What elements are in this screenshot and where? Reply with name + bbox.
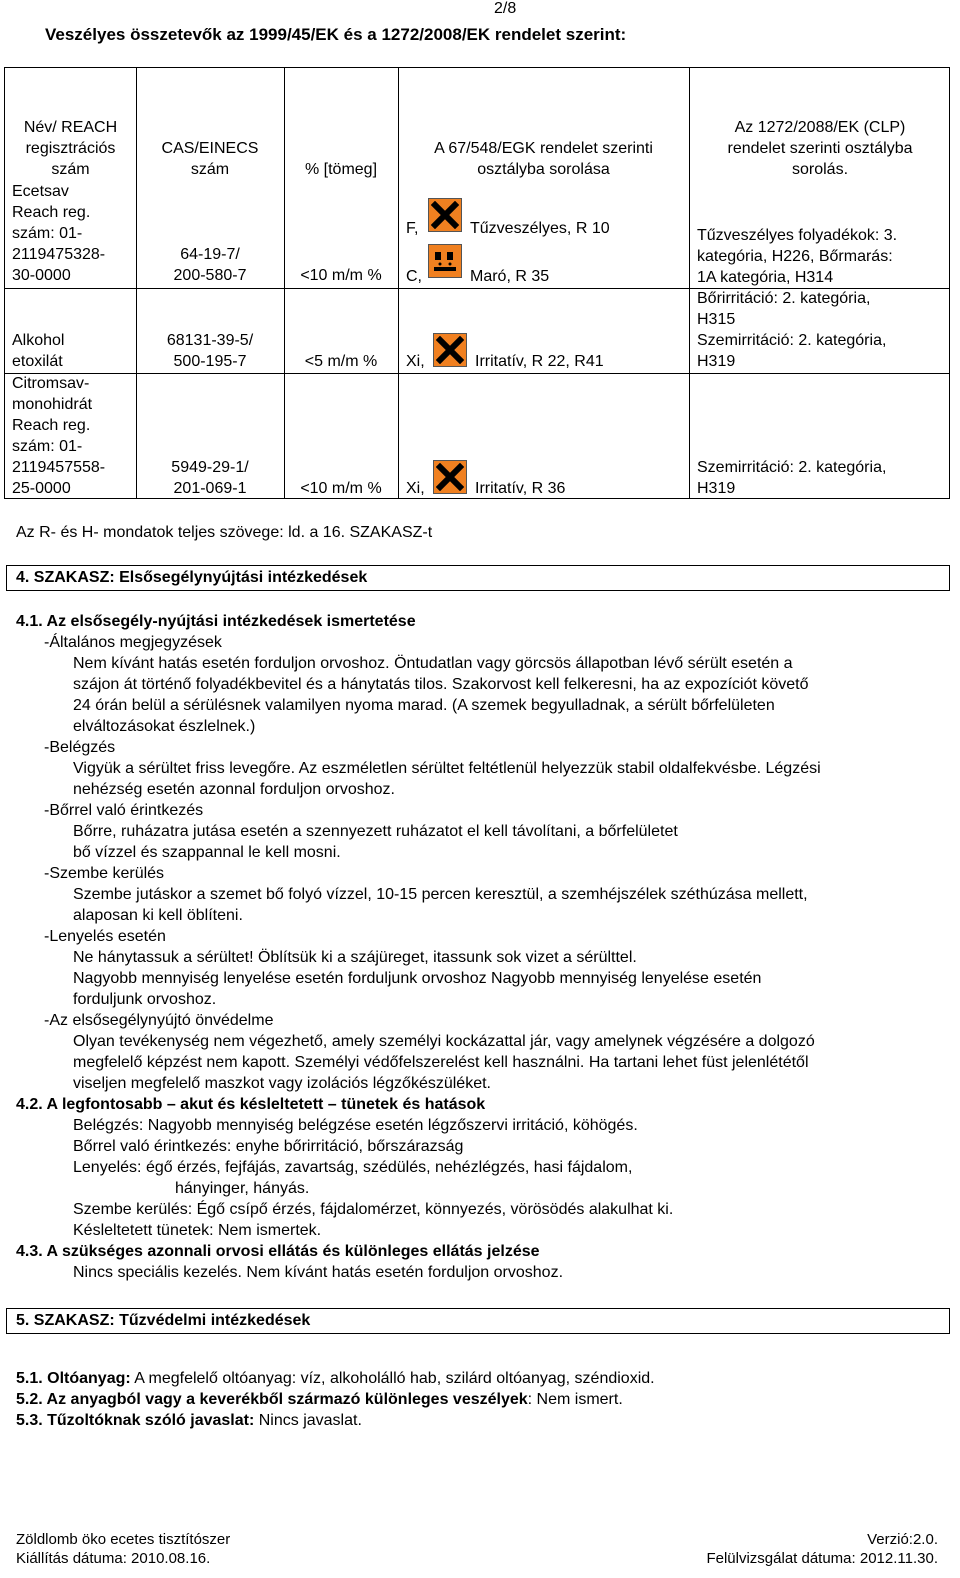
text-line: szájon át történő folyadékbevitel és a hánytatás tilos. Szakorvost kell felkeresni, ha az expozíciót követő xyxy=(73,676,809,693)
row-1-symbol-label-c: Maró, R 35 xyxy=(470,268,550,285)
row-1-cas: 64-19-7/ 200-580-7 xyxy=(173,246,247,284)
footer-issue-date: Kiállítás dátuma: 2010.08.16. xyxy=(16,1550,211,1567)
subsection-label: -Bőrrel való érintkezés xyxy=(44,802,204,819)
text-line: Késleltetett tünetek: Nem ismertek. xyxy=(73,1222,322,1239)
text-line: hányinger, hányás. xyxy=(175,1180,310,1197)
text-line: bő vízzel és szappannal le kell mosni. xyxy=(73,844,341,861)
subsection-label: -Általános megjegyzések xyxy=(44,634,222,651)
section-5-3: 5.3. Tűzoltóknak szóló javaslat: Nincs javaslat. xyxy=(16,1412,362,1429)
header-class-67-548: A 67/548/EGK rendelet szerinti osztályba sorolása xyxy=(434,140,653,178)
header-name: Név/ REACH regisztrációs szám xyxy=(23,119,118,178)
text-line: Ne hánytassuk a sérültet! Öblítsük ki a szájüreget, itassunk sok vizet a sérülttel. xyxy=(73,949,637,966)
text-line: Nincs speciális kezelés. Nem kívánt hatás esetén forduljon orvoshoz. xyxy=(73,1264,564,1281)
header-weight: % [tömeg] xyxy=(304,161,378,178)
section-4-1-title: 4.1. Az elsősegély-nyújtási intézkedések ismertetése xyxy=(16,613,416,630)
section-5-heading: 5. SZAKASZ: Tűzvédelmi intézkedések xyxy=(6,1308,950,1334)
row-3-weight: <10 m/m % xyxy=(300,480,382,497)
text-line: megfelelő képzést nem kapott. Személyi védőfelszerelést kell használni. Ha tartani lehet füst jelenlététől xyxy=(73,1054,809,1071)
text-line: Szembe jutáskor a szemet bő folyó vízzel, 10-15 percen keresztül, a szemhéjszélek széthúzása mellett, xyxy=(73,886,808,903)
irritant-x-icon xyxy=(433,333,467,367)
row-1-weight: <10 m/m % xyxy=(300,267,382,284)
text-line: alaposan ki kell öblíteni. xyxy=(73,907,243,924)
subsection-label: -Belégzés xyxy=(44,739,116,756)
subsection-label: -Lenyelés esetén xyxy=(44,928,166,945)
flammable-x-icon xyxy=(428,198,462,232)
text-line: forduljunk orvoshoz. xyxy=(73,991,217,1008)
header-clp: Az 1272/2088/EK (CLP) rendelet szerinti osztályba sorolás. xyxy=(727,119,913,178)
text-line: Olyan tevékenység nem végezhető, amely személyi kockázattal jár, vagy amelynek végzésére a dolgozó xyxy=(73,1033,815,1050)
ingredients-table xyxy=(4,67,950,499)
section-4-3-title: 4.3. A szükséges azonnali orvosi ellátás és különleges ellátás jelzése xyxy=(16,1243,540,1260)
row-1-clp: Tűzveszélyes folyadékok: 3. kategória, H226, Bőrmarás: 1A kategória, H314 xyxy=(697,227,898,286)
text-line: Nem kívánt hatás esetén forduljon orvoshoz. Öntudatlan vagy görcsös állapotban lévő sérült esetén a xyxy=(73,655,793,672)
row-3-cas: 5949-29-1/ 201-069-1 xyxy=(171,459,249,497)
text-line: 24 órán belül a sérülésnek valamilyen nyoma marad. (A szemek begyulladnak, a sérült bőrfelületen xyxy=(73,697,775,714)
page-number: 2/8 xyxy=(494,0,517,17)
row-1-name: Ecetsav Reach reg. szám: 01- 2119475328- 30-0000 xyxy=(12,183,106,284)
section-4-2-title: 4.2. A legfontosabb – akut és késleltetett – tünetek és hatások xyxy=(16,1096,486,1113)
subsection-label: -Az elsősegélynyújtó önvédelme xyxy=(44,1012,274,1029)
row-1-symbol-code-f: F, xyxy=(406,220,419,237)
row-2-name: Alkohol etoxilát xyxy=(12,332,65,370)
row-3-symbol-label: Irritatív, R 36 xyxy=(475,480,566,497)
text-line: Belégzés: Nagyobb mennyiség belégzése esetén légzőszervi irritáció, köhögés. xyxy=(73,1117,638,1134)
row-1-symbol-label-f: Tűzveszélyes, R 10 xyxy=(470,220,610,237)
row-3-clp: Szemirritáció: 2. kategória, H319 xyxy=(697,459,887,497)
irritant-x-icon xyxy=(433,460,467,494)
row-2-weight: <5 m/m % xyxy=(304,353,378,370)
row-2-clp: Bőrirritáció: 2. kategória, H315 Szemirritáció: 2. kategória, H319 xyxy=(697,290,887,370)
text-line: nehézség esetén azonnal forduljon orvoshoz. xyxy=(73,781,395,798)
rh-phrases-note: Az R- és H- mondatok teljes szövege: ld. a 16. SZAKASZ-t xyxy=(16,524,433,541)
row-3-name: Citromsav- monohidrát Reach reg. szám: 01- 2119457558- 25-0000 xyxy=(12,375,106,497)
footer-version: Verzió:2.0. xyxy=(867,1531,938,1548)
row-2-symbol-label: Irritatív, R 22, R41 xyxy=(475,353,604,370)
section-5-2: 5.2. Az anyagból vagy a keverékből származó különleges veszélyek: Nem ismert. xyxy=(16,1391,623,1408)
text-line: Bőrre, ruházatra jutása esetén a szennyezett ruházatot el kell távolítani, a bőrfelületet xyxy=(73,823,678,840)
text-line: Nagyobb mennyiség lenyelése esetén forduljunk orvoshoz Nagyobb mennyiség lenyelése esetén xyxy=(73,970,762,987)
row-3-symbol-code: Xi, xyxy=(406,480,425,497)
text-line: Szembe kerülés: Égő csípő érzés, fájdalomérzet, könnyezés, vörösödés alakulhat ki. xyxy=(73,1201,674,1218)
text-line: elváltozásokat észlelnek.) xyxy=(73,718,256,735)
text-line: Vigyük a sérültet friss levegőre. Az eszméletlen sérültet feltétlenül helyezzük stabil oldalfekvésbe. Légzési xyxy=(73,760,821,777)
footer-product: Zöldlomb öko ecetes tisztítószer xyxy=(16,1531,231,1548)
text-line: viseljen megfelelő maszkot vagy izolációs légzőkészüléket. xyxy=(73,1075,491,1092)
document-title: Veszélyes összetevők az 1999/45/EK és a 1272/2008/EK rendelet szerint: xyxy=(45,25,627,44)
header-cas: CAS/EINECS szám xyxy=(161,140,259,178)
footer-review-date: Felülvizsgálat dátuma: 2012.11.30. xyxy=(706,1550,938,1567)
row-2-symbol-code: Xi, xyxy=(406,353,425,370)
text-line: Bőrrel való érintkezés: enyhe bőrirritáció, bőrszárazság xyxy=(73,1138,464,1155)
section-5-1: 5.1. Oltóanyag: A megfelelő oltóanyag: víz, alkoholálló hab, szilárd oltóanyag, széndioxid. xyxy=(16,1370,655,1387)
row-2-cas: 68131-39-5/ 500-195-7 xyxy=(166,332,254,370)
section-4-heading: 4. SZAKASZ: Elsősegélynyújtási intézkedések xyxy=(6,565,950,591)
text-line: Lenyelés: égő érzés, fejfájás, zavartság, szédülés, nehézlégzés, hasi fájdalom, xyxy=(73,1159,633,1176)
corrosive-icon xyxy=(428,244,462,278)
subsection-label: -Szembe kerülés xyxy=(44,865,165,882)
row-1-symbol-code-c: C, xyxy=(406,268,422,285)
